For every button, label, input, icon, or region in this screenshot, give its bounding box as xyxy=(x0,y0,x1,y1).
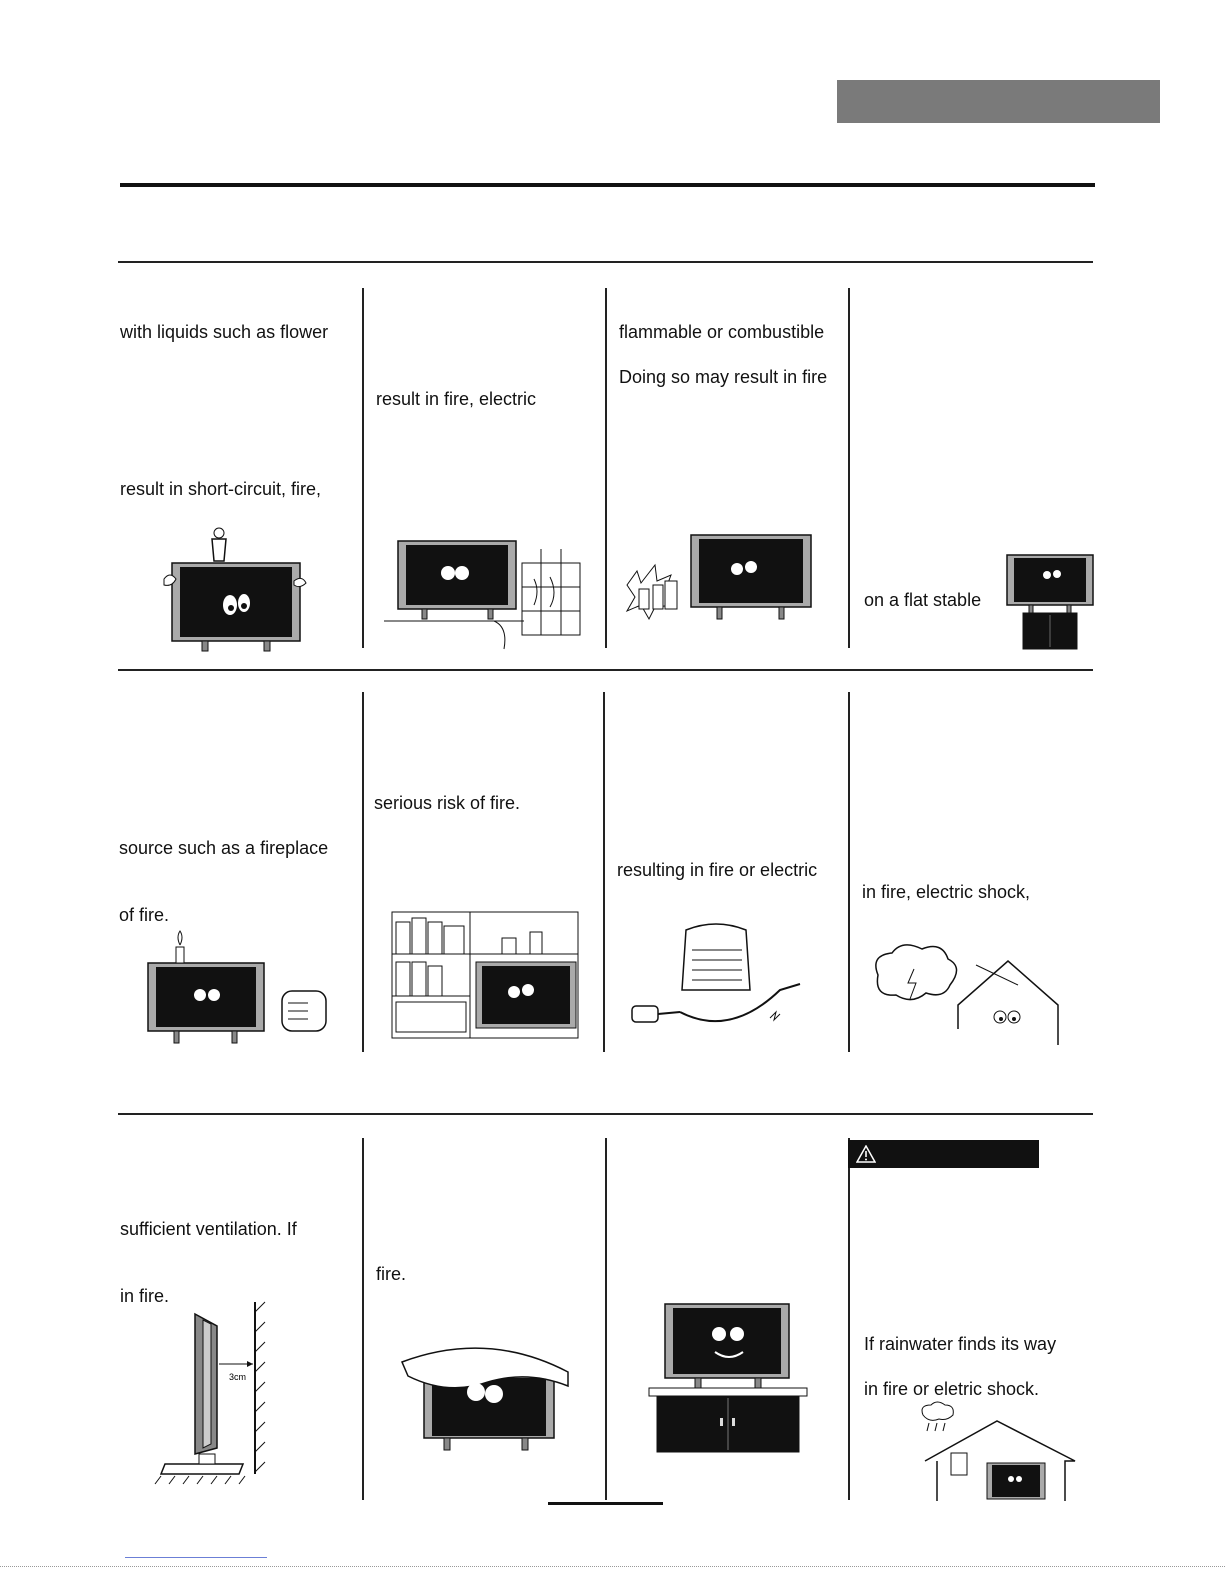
tv-with-chemicals-icon xyxy=(625,535,835,625)
column-divider xyxy=(605,1138,607,1500)
tv-covered-cloth-icon xyxy=(388,1340,578,1455)
tv-on-cabinet-icon xyxy=(645,1300,810,1458)
column-divider xyxy=(362,692,364,1052)
lightning-antenna-house-icon xyxy=(868,945,1068,1047)
row3-col1-line2: in fire. xyxy=(120,1286,170,1306)
row1-col1-line2: result in short-circuit, fire, xyxy=(120,479,322,499)
column-divider xyxy=(603,692,605,1052)
row1-col3-line2: Doing so may result in fire xyxy=(619,367,828,387)
row2-col1-line2: of fire. xyxy=(119,905,170,925)
row3-col2-line1: fire. xyxy=(376,1264,407,1284)
rain-house-tv-icon xyxy=(915,1405,1080,1503)
warning-triangle-icon xyxy=(856,1145,876,1163)
row2-col2-line1: serious risk of fire. xyxy=(374,793,521,813)
row2-col4-line1: in fire, electric shock, xyxy=(862,882,1031,902)
column-divider xyxy=(362,288,364,648)
row1-col2-line1: result in fire, electric xyxy=(376,389,537,409)
row-divider-1 xyxy=(118,261,1093,263)
footer-dotted-line xyxy=(0,1566,1225,1568)
heater-damaged-cord-icon xyxy=(630,920,810,1038)
column-divider xyxy=(848,1138,850,1500)
row1-col1-line1: with liquids such as flower xyxy=(120,322,329,342)
row-divider-2 xyxy=(118,669,1093,671)
row3-col4-line1: If rainwater finds its way xyxy=(864,1334,1057,1354)
row3-col4-line2: in fire or eletric shock. xyxy=(864,1379,1040,1399)
row-divider-3 xyxy=(118,1113,1093,1115)
row1-col4-line1: on a flat stable xyxy=(864,590,982,610)
tv-candle-heater-icon xyxy=(138,925,333,1045)
tv-wall-gap-icon xyxy=(155,1298,275,1488)
page-number-rule xyxy=(548,1502,663,1505)
row2-col1-line1: source such as a fireplace xyxy=(119,838,329,858)
tv-in-shelf-icon xyxy=(390,910,580,1040)
row2-col3-line1: resulting in fire or electric xyxy=(617,860,818,880)
column-divider xyxy=(848,288,850,648)
header-box xyxy=(837,80,1160,123)
column-divider xyxy=(605,288,607,648)
tv-near-fire-icon xyxy=(384,535,584,650)
tv-with-vase-icon xyxy=(160,525,320,653)
tv-on-stand-icon xyxy=(1005,553,1095,651)
column-divider xyxy=(848,692,850,1052)
footer-link-line xyxy=(125,1557,267,1558)
row1-col3-line1: flammable or combustible xyxy=(619,322,825,342)
column-divider xyxy=(362,1138,364,1500)
gap-label: 3cm xyxy=(229,1372,247,1382)
title-rule xyxy=(120,183,1095,187)
warning-banner xyxy=(848,1140,1039,1168)
row3-col1-line1: sufficient ventilation. If xyxy=(120,1219,297,1239)
